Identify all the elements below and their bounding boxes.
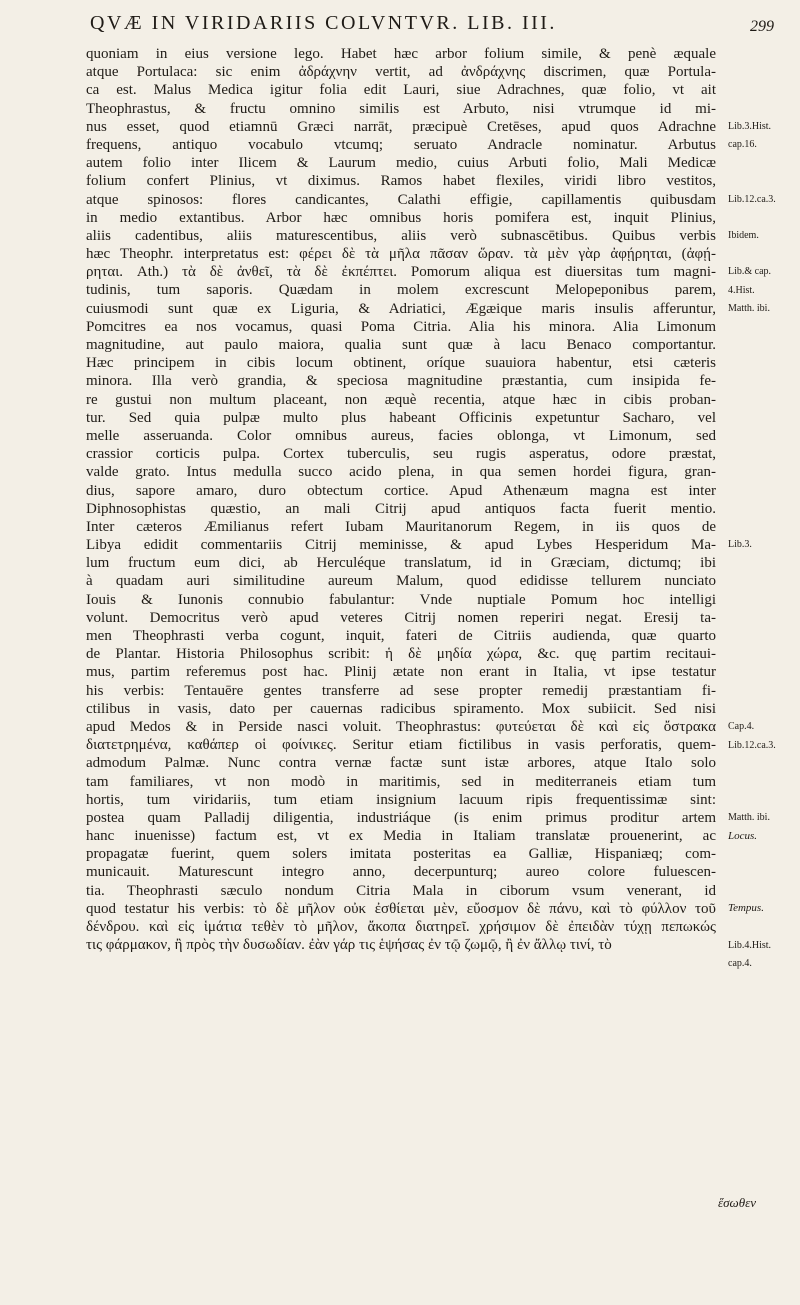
body-text [86,45,716,954]
margin-note: Lib.4.Hist. [728,939,772,951]
text-line: in medio extantibus. Arbor hæc omnibus horis pomifera est, inquit Plinius, [86,209,716,226]
text-line: à quadam auri similitudine aureum Malum, quod edidisse tellurem nunciato [86,573,716,590]
text-line: hæc Theophr. interpretatus est: φέρει δὲ τὰ μῆλα πᾶσαν ὥραν. τὰ μὲν γὰρ ἀφῄρηται, (ἀφῄ- [86,246,716,263]
text-line: melle asseruanda. Color omnibus aureus, facies oblonga, vt Limonum, sed [86,427,716,444]
margin-note: Lib.3.Hist. [728,120,772,132]
margin-note: Lib.12.ca.3. [728,193,776,205]
margin-note: cap.4. [728,958,752,969]
text-line: Inter cæteros Æmilianus refert Iubam Mauritanorum Regem, in iis quos de [86,518,716,535]
catchword: ἕσωθεν [718,1195,756,1210]
margin-note: Matth. ibi. [728,812,770,824]
text-line: apud Medos & in Perside nasci voluit. Theophrastus: φυτεύεται δὲ καὶ εἰς ὄστρακα [86,718,716,735]
margin-note: Cap.4. [728,721,755,733]
text-line: mus, partim referemus post hac. Plinij ætate non erant in Italia, vt ipse testatur [86,664,716,681]
text-line: municauit. Maturescunt integro anno, decerpunturq; aureo colore fuluescen- [86,864,716,881]
text-line: hanc inuenisse) factum est, vt ex Media in Italiam translatæ prouenerint, ac [86,828,716,845]
page-header [80,10,780,50]
text-line: cuiusmodi sunt quæ ex Liguria, & Adriatici, Ægæique maris insulis afferuntur, [86,300,716,317]
text-line: tudinis, tum saporis. Quædam in molem excrescunt Melopeponibus parem, [86,282,716,299]
text-line: δένδρου. καὶ εἰς ἱμάτια τεθὲν τὸ μῆλον, ἄκοπα διατηρεῖ. χρήσιμον δὲ ἐπειδὰν τύχῃ πεπωκώς [86,919,716,935]
text-line: διατετρημένα, καθάπερ οἱ φοίνικες. Seritur etiam fictilibus in vasis perforatis, quem- [86,737,716,754]
text-line: de Plantar. Historia Philosophus scribit: ἡ δὲ μηδία χώρα, &c. quę partim recitaui- [86,646,716,663]
text-line: propagatæ fuerint, quem solers imitata posteritas ea Galliæ, Hispaniæq; com- [86,846,716,863]
text-line: tam familiares, vt non modò in maritimis, sed in mediterraneis etiam tum [86,773,716,790]
text-line: tur. Sed quia pulpæ multo plus habeant Officinis expetuntur Sacharo, vel [86,409,716,426]
text-line: τις φάρμακον, ἢ πρὸς τὴν δυσωδίαν. ἐὰν γάρ τις ἑψήσας ἐν τῷ ζωμῷ, ἢ ἐν ἄλλῳ τινί, τὸ [86,937,612,954]
text-line: minora. Illa verò grandia, & speciosa magnitudine præstantia, cum insipida fe- [86,373,716,390]
text-line: aliis cadentibus, aliis maturescentibus, aliis verò subnascētibus. Quibus verbis [86,227,716,244]
running-head: QVÆ IN VIRIDARIIS COLVNTVR. LIB. III. [90,12,557,34]
margin-note: 4.Hist. [728,284,755,296]
text-line: postea quam Palladij diligentia, industriáque (is enim primus proditur artem [86,809,716,826]
margin-note: cap.16. [728,139,757,150]
text-line: admodum Palmæ. Nunc contra vernæ factæ sunt istæ arbores, atque Italo solo [86,755,716,772]
text-line: Theophrastus, & fructu omnino similis est Arbuto, nisi vtrumque id mi- [86,100,716,117]
text-line: ca est. Malus Medica igitur folia edit Lauri, siue Adrachnes, quæ folio, vt ait [86,82,716,99]
text-line: quoniam in eius versione lego. Habet hæc arbor folium simile, & penè æquale [86,46,716,62]
text-line: autem folio inter Ilicem & Laurum medio, cuius Arbuti folio, Mali Medicæ [86,155,716,172]
text-line: volunt. Democritus verò apud veteres Citrij nomen reperiri negat. Eresij ta- [86,609,716,626]
text-line: men Theophrasti verba cogunt, inquit, fateri de Citriis audienda, quæ quarto [86,628,716,644]
text-line: Pomcitres ea nos vocamus, quasi Poma Citria. Alia his minora. Alia Limonum [86,318,716,335]
margin-note: Ibidem. [728,230,759,241]
text-line: his verbis: Tentauēre gentes transferre ad sese propter remedij præstantiam fi- [86,682,716,699]
text-line: folium confert Plinius, vt diximus. Ramos habet flexiles, viridi libro vestitos, [86,173,716,190]
text-line: frequens, antiquo vocabulo vtcumq; seruato Andracle nominatur. Arbutus [86,136,716,153]
text-line: re gustui non multum placeant, non æquè recentia, atque hæc in cibis proban- [86,391,716,408]
text-line: magnitudine, aut paulo maiora, qualia sunt quæ à lacu Benaco comportantur. [86,337,716,353]
text-line: tia. Theophrasti sæculo nondum Citria Mala in ciborum vsum venerant, id [86,882,716,899]
text-line: Diphnosophistas quæstio, an mali Citrij apud antiquos facta fuerit mentio. [86,500,716,517]
text-line: atque spinosos: flores candicantes, Calathi effigie, capillamentis quibusdam [86,191,716,208]
margin-note: Lib.& cap. [728,266,772,278]
text-line: Libya edidit commentariis Citrij meminisse, & apud Lybes Hesperidum Ma- [86,537,716,554]
text-line: ρηται. Ath.) τὰ δὲ ἀνθεῖ, τὰ δὲ ἐκπέπτει. Pomorum aliqua est diuersitas tum magni- [86,264,716,281]
text-line: Iouis & Iunonis connubio fabulantur: Vnde nuptiale Pomum hoc intelligi [86,591,716,608]
text-line: crassior corticis pulpa. Cortex tuberculis, seu rugis asperatus, odore præstat, [86,446,716,463]
page-number: 299 [750,18,774,35]
margin-note: Matth. ibi. [728,302,770,314]
text-line: nus esset, quod etiamnū Græci narrāt, præcipuè Cretēses, apud quos Adrachne [86,118,716,135]
text-line: dius, sapore amaro, duro obtectum cortice. Apud Athenæum magna est inter [86,482,716,499]
text-line: lum fructum eum dici, ab Herculéque translatum, id in Græciam, dictumq; ibi [86,555,716,572]
text-line: hortis, tum viridariis, tum etiam insignium lacuum ripis frequentissimæ sint: [86,791,716,808]
margin-note: Lib.3. [728,539,752,551]
margin-note: Locus. [728,829,758,842]
text-line: Hæc principem in cibis locum obtinent, oríque suauiora habentur, etsi cæteris [86,355,716,372]
margin-note: Lib.12.ca.3. [728,739,776,751]
text-line: valde grato. Intus medulla succo acido plena, in qua semen hordei figura, gran- [86,464,716,481]
text-line: quod testatur his verbis: τὸ δὲ μῆλον οὐκ ἐσθίεται μὲν, εὔοσμον δὲ πάνυ, καὶ τὸ φύλλον τοῦ [86,900,716,917]
text-line: atque Portulaca: sic enim ἀδράχνην vertit, ad ἀνδράχνης discrimen, quæ Portula- [86,64,716,81]
text-line: ctilibus in vasis, dato per cauernas radicibus spiramento. Mox subiicit. Sed nisi [86,700,716,717]
margin-note: Tempus. [728,902,764,915]
